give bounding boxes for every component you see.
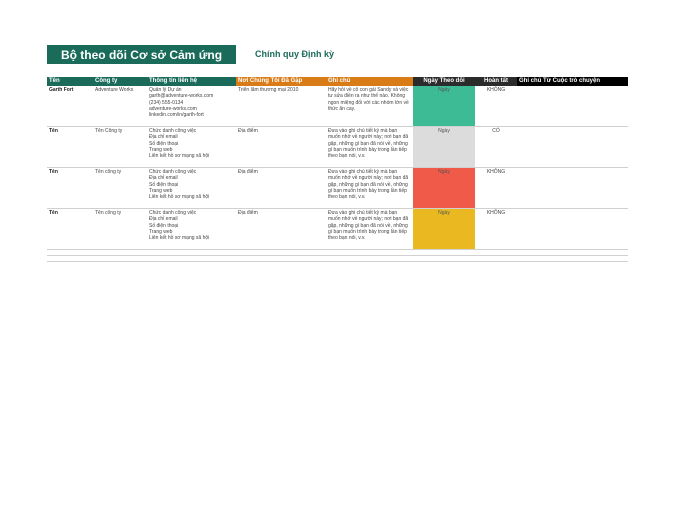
contact-line: Liên kết hồ sơ mạng xã hội	[149, 235, 210, 242]
contact-line: Địa chỉ email	[149, 134, 178, 141]
table-row	[47, 127, 628, 168]
table-row	[47, 168, 628, 209]
cell-company[interactable]: Tên Công ty	[93, 127, 147, 168]
table-body	[47, 86, 628, 262]
cell-followup-date[interactable]: Ngày	[413, 209, 475, 250]
header-name: Tên	[47, 77, 93, 86]
cell-done[interactable]: KHÔNG	[475, 209, 517, 250]
empty-cell[interactable]	[236, 256, 326, 262]
contact-line: Trang web	[149, 146, 173, 153]
contact-tracker-table	[47, 77, 628, 262]
empty-cell[interactable]	[517, 256, 628, 262]
cell-contact[interactable]	[147, 168, 236, 209]
cell-done[interactable]: CÓ	[475, 127, 517, 168]
header-place: Nơi Chúng Tôi Đã Gặp	[236, 77, 326, 86]
header-convo: Ghi chú Từ Cuộc trò chuyện	[517, 77, 628, 86]
header-row	[47, 77, 628, 86]
notes-text: Đưa vào ghi chú tiết kỳ mà bạn muốn nhớ về người này; nơi bạn đã gặp, những gì bạn đã nói về, những gì bạn muốn trình bày trong lần tiếp theo bạn nói, v.v.	[328, 210, 409, 242]
cell-notes[interactable]	[326, 209, 413, 250]
cell-name[interactable]: Tên	[47, 127, 93, 168]
table-row	[47, 209, 628, 250]
contact-line: Trang web	[149, 228, 173, 235]
cell-notes[interactable]	[326, 86, 413, 127]
cell-contact[interactable]	[147, 209, 236, 250]
header-followup: Ngày Theo dõi	[413, 77, 475, 86]
empty-cell[interactable]	[47, 256, 93, 262]
cell-conversation-notes[interactable]	[517, 168, 628, 209]
table-row	[47, 86, 628, 127]
page-title: Bộ theo dõi Cơ sở Cảm ứng	[47, 45, 236, 64]
page-subtitle: Chính quy Định kỳ	[255, 49, 335, 59]
header-done: Hoàn tất	[475, 77, 517, 86]
contact-line: garth@adventure-works.com	[149, 93, 214, 100]
contact-line: Số điện thoại	[149, 222, 179, 229]
cell-place[interactable]: Địa điểm	[236, 127, 326, 168]
notes-text: Đưa vào ghi chú tiết kỳ mà bạn muốn nhớ về người này; nơi bạn đã gặp, những gì bạn đã nói về, những gì bạn muốn trình bày trong lần tiếp theo bạn nói, v.v.	[328, 169, 409, 201]
empty-row	[47, 256, 628, 262]
cell-place[interactable]: Địa điểm	[236, 209, 326, 250]
cell-name[interactable]: Garth Fort	[47, 86, 93, 127]
cell-notes[interactable]	[326, 127, 413, 168]
empty-cell[interactable]	[413, 256, 475, 262]
contact-line: Địa chỉ email	[149, 216, 178, 223]
cell-place[interactable]: Triển lãm thương mại 2010	[236, 86, 326, 127]
header-company: Công ty	[93, 77, 147, 86]
cell-contact[interactable]	[147, 127, 236, 168]
contact-line: linkedin.com/in/garth-fort	[149, 112, 204, 119]
cell-followup-date[interactable]: Ngày	[413, 168, 475, 209]
empty-cell[interactable]	[475, 256, 517, 262]
cell-notes[interactable]	[326, 168, 413, 209]
contact-line: Chức danh công việc	[149, 210, 197, 216]
cell-followup-date[interactable]: Ngày	[413, 127, 475, 168]
cell-conversation-notes[interactable]	[517, 86, 628, 127]
contact-line: Chức danh công việc	[149, 169, 197, 175]
cell-place[interactable]: Địa điểm	[236, 168, 326, 209]
header-notes: Ghi chú	[326, 77, 413, 86]
cell-conversation-notes[interactable]	[517, 209, 628, 250]
contact-line: adventure-works.com	[149, 105, 197, 112]
cell-done[interactable]: KHÔNG	[475, 168, 517, 209]
notes-text: Hãy hỏi về cô con gái Sandy và việc tư sửa điền ra như thế nào. Không ngon miệng đối với các nhóm lớn về thức ăn cay.	[328, 87, 409, 112]
empty-cell[interactable]	[326, 256, 413, 262]
contact-line: Địa chỉ email	[149, 175, 178, 182]
contact-line: Số điện thoại	[149, 181, 179, 188]
notes-text: Đưa vào ghi chú tiết kỳ mà bạn muốn nhớ về người này; nơi bạn đã gặp, những gì bạn đã nói về, những gì bạn muốn trình bày trong lần tiếp theo bạn nói, v.v.	[328, 128, 409, 160]
contact-line: Liên kết hồ sơ mạng xã hội	[149, 153, 210, 160]
cell-company[interactable]: Tên công ty	[93, 168, 147, 209]
cell-name[interactable]: Tên	[47, 168, 93, 209]
header-contact: Thông tin liên hệ	[147, 77, 236, 86]
contact-line: Quản lý Dự án	[149, 87, 182, 93]
empty-cell[interactable]	[147, 256, 236, 262]
cell-contact[interactable]	[147, 86, 236, 127]
contact-line: (234) 555-0134	[149, 99, 184, 106]
empty-cell[interactable]	[93, 256, 147, 262]
contact-line: Số điện thoại	[149, 140, 179, 147]
cell-conversation-notes[interactable]	[517, 127, 628, 168]
cell-done[interactable]: KHÔNG	[475, 86, 517, 127]
contact-line: Chức danh công việc	[149, 128, 197, 134]
contact-line: Trang web	[149, 187, 173, 194]
cell-followup-date[interactable]: Ngày	[413, 86, 475, 127]
cell-company[interactable]: Adventure Works	[93, 86, 147, 127]
cell-name[interactable]: Tên	[47, 209, 93, 250]
contact-line: Liên kết hồ sơ mạng xã hội	[149, 194, 210, 201]
cell-company[interactable]: Tên công ty	[93, 209, 147, 250]
